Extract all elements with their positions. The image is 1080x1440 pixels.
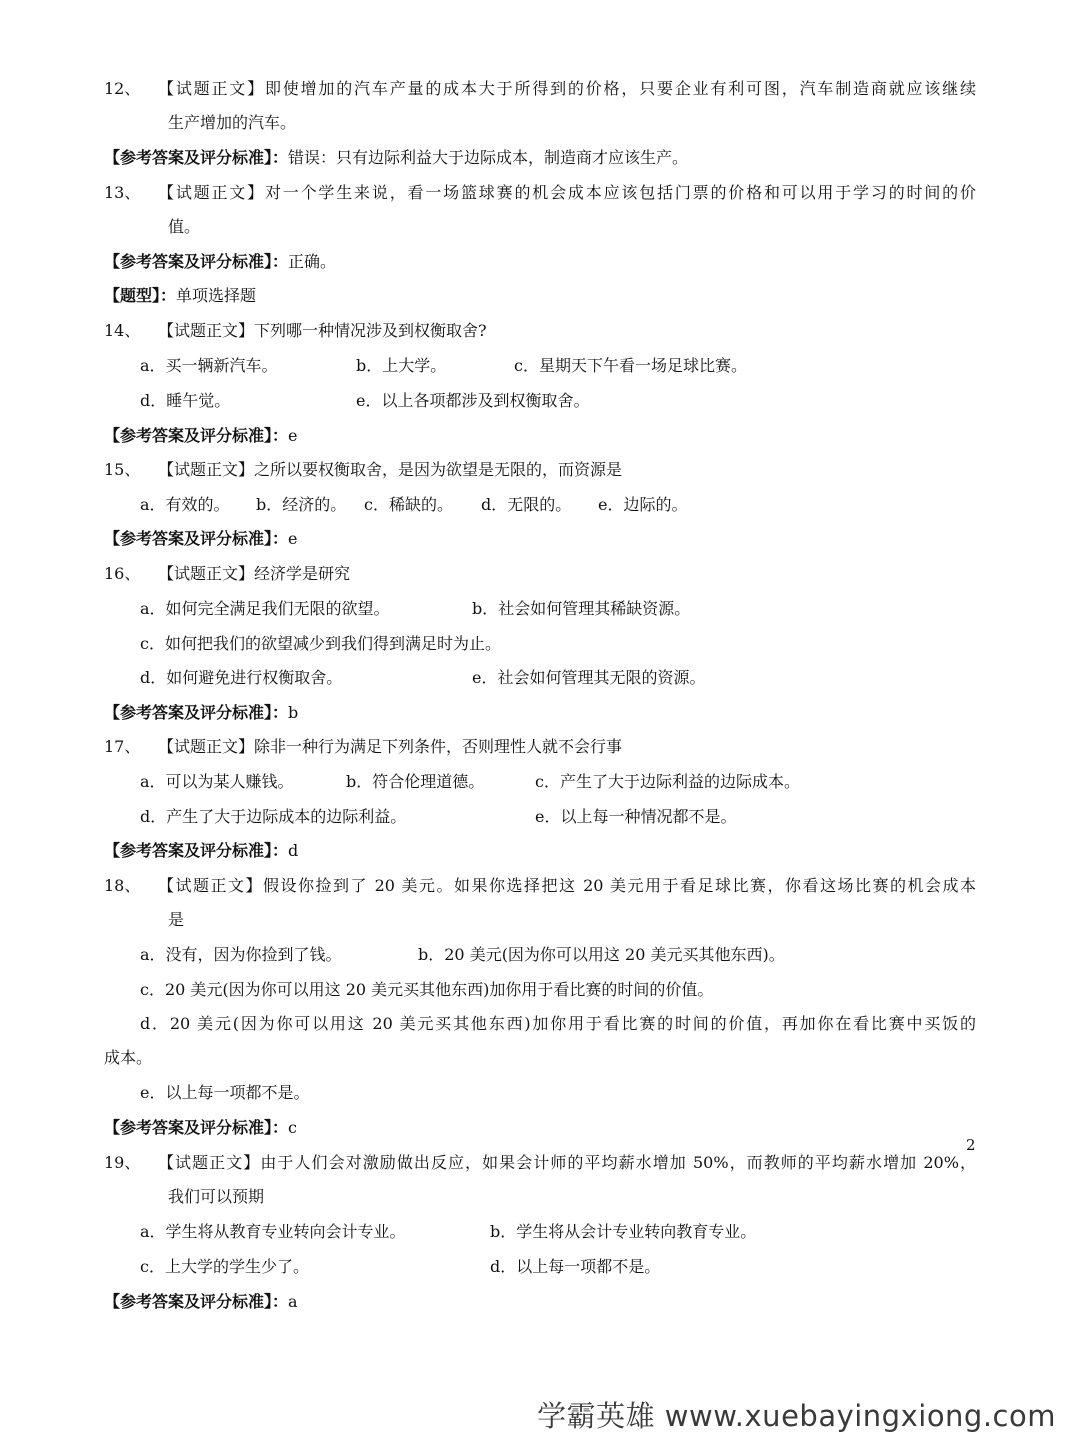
answer-label: 【参考答案及评分标准】： (104, 1292, 289, 1311)
question-number: 14、 (104, 321, 141, 340)
answer-label: 【参考答案及评分标准】： (104, 252, 289, 271)
question-text-continued: 值。 (168, 217, 201, 236)
question-text (158, 321, 487, 341)
answer-text: e (288, 529, 298, 548)
answer-line (104, 148, 688, 168)
question-text-line: 即使增加的汽车产量的成本大于所得到的价格，只要企业有利可图，汽车制造商就应该继续 (264, 79, 976, 98)
option-d: d．无限的。 (481, 495, 572, 514)
question-text (158, 79, 976, 99)
option-b: b．符合伦理道德。 (346, 772, 485, 791)
question-text-line: 除非一种行为满足下列条件，否则理性人就不会行事 (254, 737, 623, 756)
question-text (158, 460, 622, 480)
question-number: 13、 (104, 183, 141, 202)
answer-label: 【参考答案及评分标准】： (104, 703, 289, 722)
type-label: 【题型】： (104, 286, 177, 305)
answer-line (104, 529, 297, 549)
option-e: e．社会如何管理其无限的资源。 (472, 668, 706, 687)
option-b: b．20 美元(因为你可以用这 20 美元买其他东西)。 (418, 945, 785, 964)
answer-text: b (288, 703, 299, 722)
option-c: c．稀缺的。 (364, 495, 453, 514)
question-text (158, 1153, 976, 1173)
option-e: e．以上每一种情况都不是。 (535, 807, 737, 826)
option-a: a．可以为某人赚钱。 (140, 772, 294, 791)
option-d: d．睡午觉。 (140, 391, 231, 410)
answer-line (104, 252, 336, 272)
question-text-line: 下列哪一种情况涉及到权衡取舍? (254, 321, 487, 340)
option-b: b．学生将从会计专业转向教育专业。 (490, 1222, 757, 1241)
answer-line (104, 1118, 297, 1138)
option-d: d．以上每一项都不是。 (490, 1257, 661, 1276)
question-text-line: 之所以要权衡取舍，是因为欲望是无限的，而资源是 (254, 460, 623, 479)
option-e: e．以上各项都涉及到权衡取舍。 (356, 391, 590, 410)
type-value: 单项选择题 (176, 286, 257, 305)
question-label: 【试题正文】 (158, 183, 265, 202)
option-a: a．学生将从教育专业转向会计专业。 (140, 1222, 406, 1241)
option-d: d．20 美元(因为你可以用这 20 美元买其他东西)加你用于看比赛的时间的价值，再加你在看比赛中买饭的 (140, 1014, 976, 1033)
option-d: d．产生了大于边际成本的边际利益。 (140, 807, 407, 826)
watermark-text: 学霸英雄 www.xuebayingxiong.com (537, 1399, 1056, 1433)
question-text-line: 经济学是研究 (254, 564, 351, 583)
option-e: e．边际的。 (598, 495, 688, 514)
answer-text: 错误：只有边际利益大于边际成本，制造商才应该生产。 (288, 148, 689, 167)
option-b: b．上大学。 (356, 356, 447, 375)
question-type-heading (104, 286, 256, 306)
option-c: c．上大学的学生少了。 (140, 1257, 309, 1276)
question-number: 17、 (104, 737, 141, 756)
answer-label: 【参考答案及评分标准】： (104, 1118, 289, 1137)
answer-line (104, 841, 298, 861)
question-text (158, 876, 976, 896)
answer-line (104, 426, 297, 446)
question-text-continued: 我们可以预期 (168, 1187, 265, 1206)
answer-line (104, 1292, 298, 1312)
option-c: c．20 美元(因为你可以用这 20 美元买其他东西)加你用于看比赛的时间的价值。 (140, 980, 714, 999)
answer-text: 正确。 (288, 252, 337, 271)
question-number: 19、 (104, 1153, 141, 1172)
question-text (158, 564, 350, 584)
question-number: 18、 (104, 876, 141, 895)
page-number: 2 (966, 1136, 976, 1154)
option-d-continued: 成本。 (104, 1048, 153, 1067)
option-c: c．星期天下午看一场足球比赛。 (514, 356, 747, 375)
answer-label: 【参考答案及评分标准】： (104, 148, 289, 167)
answer-label: 【参考答案及评分标准】： (104, 841, 289, 860)
question-number: 12、 (104, 79, 141, 98)
option-a: a．买一辆新汽车。 (140, 356, 278, 375)
option-e: e．以上每一项都不是。 (140, 1083, 310, 1102)
question-text-continued: 生产增加的汽车。 (168, 113, 297, 132)
option-b: b．经济的。 (256, 495, 347, 514)
option-d: d．如何避免进行权衡取舍。 (140, 668, 343, 687)
option-c: c．产生了大于边际利益的边际成本。 (535, 772, 800, 791)
answer-text: d (288, 841, 299, 860)
question-text-continued: 是 (168, 910, 185, 929)
question-number: 15、 (104, 460, 141, 479)
question-text (158, 183, 976, 203)
answer-text: a (288, 1292, 298, 1311)
question-label: 【试题正文】 (158, 79, 265, 98)
question-label: 【试题正文】 (158, 460, 255, 479)
answer-line (104, 703, 298, 723)
question-label: 【试题正文】 (158, 564, 255, 583)
answer-label: 【参考答案及评分标准】： (104, 426, 289, 445)
question-label: 【试题正文】 (158, 321, 255, 340)
answer-text: c (288, 1118, 297, 1137)
answer-text: e (288, 426, 298, 445)
option-a: a．有效的。 (140, 495, 230, 514)
option-c: c．如何把我们的欲望减少到我们得到满足时为止。 (140, 634, 501, 653)
option-a: a．没有，因为你捡到了钱。 (140, 945, 342, 964)
question-label: 【试题正文】 (158, 1153, 261, 1172)
option-a: a．如何完全满足我们无限的欲望。 (140, 599, 390, 618)
question-text (158, 737, 622, 757)
question-number: 16、 (104, 564, 141, 583)
question-text-line: 由于人们会对激励做出反应，如果会计师的平均薪水增加 50%，而教师的平均薪水增加 20%， (260, 1153, 976, 1172)
question-text-line: 假设你捡到了 20 美元。如果你选择把这 20 美元用于看足球比赛，你看这场比赛的机会成本 (263, 876, 976, 895)
option-b: b．社会如何管理其稀缺资源。 (472, 599, 691, 618)
question-text-line: 对一个学生来说，看一场篮球赛的机会成本应该包括门票的价格和可以用于学习的时间的价 (264, 183, 976, 202)
question-label: 【试题正文】 (158, 876, 263, 895)
answer-label: 【参考答案及评分标准】： (104, 529, 289, 548)
question-label: 【试题正文】 (158, 737, 255, 756)
